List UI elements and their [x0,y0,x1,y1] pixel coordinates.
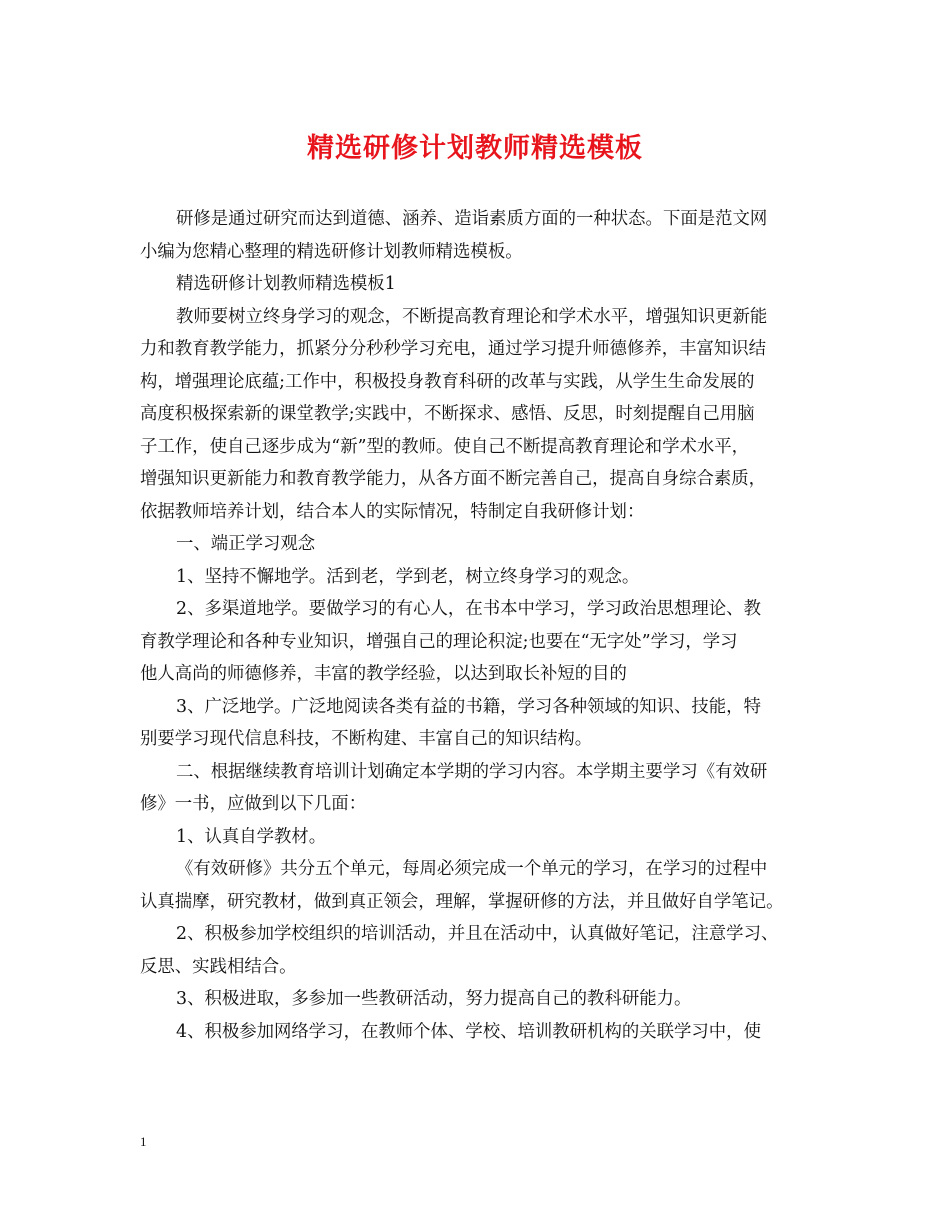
paragraph-line: 修》一书，应做到以下几面： [140,794,367,814]
paragraph-line: 构，增强理论底蕴;工作中，积极投身教育科研的改革与实践，从学生生命发展的 [140,371,755,392]
paragraph-line: 他人高尚的师德修养，丰富的教学经验，以达到取长补短的目的 [140,664,627,684]
document-body [140,203,812,1048]
paragraph-line: 增强知识更新能力和教育教学能力，从各方面不断完善自己，提高自身综合素质， [140,469,767,489]
paragraph-line: 《有效研修》共分五个单元，每周必须完成一个单元的学习，在学习的过程中 [176,859,768,879]
paragraph-line: 力和教育教学能力，抓紧分分秒秒学习充电，通过学习提升师德修养，丰富知识结 [140,339,767,359]
paragraph-line: 反思、实践相结合。 [140,956,297,977]
paragraph-line: 高度积极探索新的课堂教学;实践中，不断探求、感悟、反思，时刻提醒自己用脑 [140,404,755,424]
paragraph-line: 育教学理论和各种专业知识，增强自己的理论积淀;也要在“无字处”学习，学习 [140,631,738,652]
document-title: 精选研修计划教师精选模板 [307,133,643,164]
page-number: 1 [140,1134,147,1149]
paragraph-line: 1、认真自学教材。 [176,826,327,847]
paragraph-line: 依据教师培养计划，结合本人的实际情况，特制定自我研修计划： [140,501,645,522]
paragraph-line: 3、广泛地学。广泛地阅读各类有益的书籍，学习各种领域的知识、技能，特 [176,696,761,717]
paragraph-line: 1、坚持不懈地学。活到老，学到老，树立终身学习的观念。 [176,566,640,587]
paragraph-line: 二、根据继续教育培训计划确定本学期的学习内容。本学期主要学习《有效研 [176,761,768,782]
paragraph-line: 教师要树立终身学习的观念，不断提高教育理论和学术水平，增强知识更新能 [176,306,768,327]
paragraph-line: 认真揣摩，研究教材，做到真正领会，理解，掌握研修的方法，并且做好自学笔记。 [140,891,784,912]
paragraph-line: 研修是通过研究而达到道德、涵养、造诣素质方面的一种状态。下面是范文网 [176,209,768,229]
paragraph-line: 2、多渠道地学。要做学习的有心人，在书本中学习，学习政治思想理论、教 [176,599,761,619]
paragraph-line: 4、积极参加网络学习，在教师个体、学校、培训教研机构的关联学习中，使 [176,1021,761,1042]
paragraph-line: 一、端正学习观念 [176,534,316,554]
paragraph-line: 子工作，使自己逐步成为“新”型的教师。使自己不断提高教育理论和学术水平， [140,436,750,457]
paragraph-line: 别要学习现代信息科技，不断构建、丰富自己的知识结构。 [140,729,593,749]
paragraph-line: 小编为您精心整理的精选研修计划教师精选模板。 [140,241,523,262]
paragraph-line: 3、积极进取，多参加一些教研活动，努力提高自己的教科研能力。 [176,989,692,1009]
paragraph-line: 2、积极参加学校组织的培训活动，并且在活动中，认真做好笔记，注意学习、 [176,924,779,944]
paragraph-line: 精选研修计划教师精选模板1 [176,274,396,294]
